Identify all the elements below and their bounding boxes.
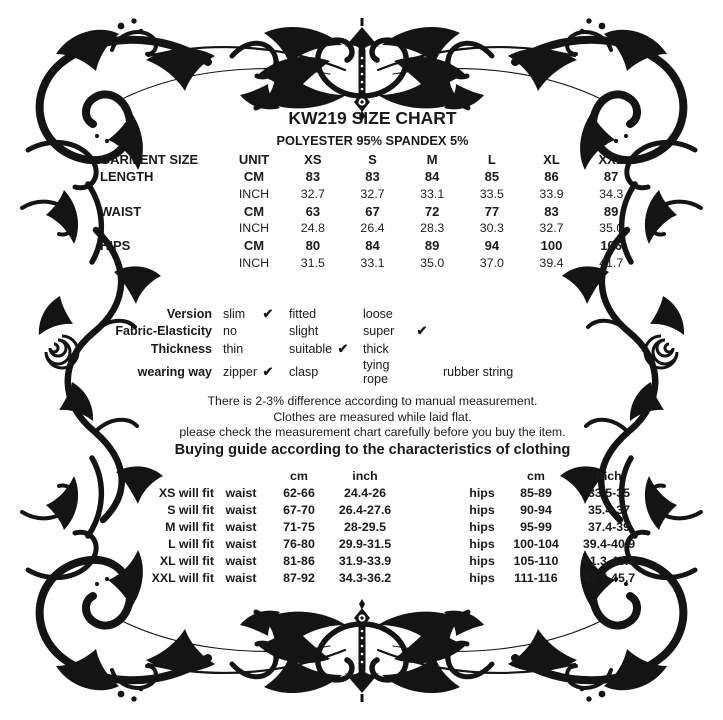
fit-cell: 100-104: [513, 536, 559, 551]
fit-cell: 37.4-39: [587, 519, 631, 534]
size-cell: 89: [424, 238, 440, 254]
size-cell: 83: [365, 169, 380, 185]
measurement-notes: [85, 394, 660, 458]
fit-cell: waist: [225, 519, 257, 534]
fit-cell: hips: [469, 554, 495, 569]
size-cell: 34.3: [599, 186, 624, 201]
fit-cell: 39.4-40.9: [582, 536, 636, 551]
fit-cell: hips: [469, 571, 495, 586]
unit-cell: CM: [243, 169, 265, 185]
attr-option: fitted: [289, 306, 317, 321]
fit-cell: 24.4-26: [343, 485, 387, 500]
size-cell: 83: [305, 169, 321, 185]
fit-cell: 26.4-27.6: [338, 502, 392, 517]
fit-cell: waist: [225, 502, 257, 517]
fit-cell: 35.4-37: [587, 502, 631, 517]
size-cell: 33.1: [420, 186, 445, 201]
fit-cell: 105-110: [513, 554, 559, 569]
fit-cell: waist: [225, 554, 257, 569]
attr-option: super: [363, 324, 395, 339]
size-cell: 67: [365, 203, 380, 219]
center-ornament-bottom: [232, 599, 492, 702]
unit-cell: CM: [243, 203, 265, 219]
col-header: S: [368, 152, 377, 168]
fabric-subtitle: POLYESTER 95% SPANDEX 5%: [276, 133, 469, 148]
fit-size-label: L will fit: [168, 536, 214, 551]
col-header: inch: [596, 468, 622, 483]
fit-cell: waist: [225, 485, 257, 500]
size-cell: 86: [544, 169, 559, 185]
unit-cell: INCH: [238, 255, 270, 270]
fit-cell: waist: [225, 571, 257, 586]
attr-row-thickness: [100, 340, 582, 358]
size-cell: 32.7: [300, 186, 325, 201]
size-table: [100, 151, 641, 271]
attr-label: Version: [166, 306, 212, 321]
attr-option: thin: [223, 341, 244, 356]
fit-row-xxl: [130, 570, 650, 587]
attr-option: loose: [363, 306, 393, 321]
fit-cell: 34.3-36.2: [338, 571, 392, 586]
fit-row-m: [130, 518, 650, 535]
fit-cell: 90-94: [520, 502, 552, 517]
fit-cell: 33.5-35: [587, 485, 631, 500]
col-header: L: [487, 152, 496, 168]
size-cell: 94: [484, 238, 500, 254]
size-row-length-cm: [100, 168, 641, 185]
fit-cell: 29.9-31.5: [338, 536, 392, 551]
fit-table-header-row: [130, 467, 650, 484]
size-cell: 32.7: [539, 221, 564, 236]
fit-cell: 76-80: [283, 536, 315, 551]
size-cell: 35.0: [599, 221, 624, 236]
fit-size-label: S will fit: [167, 502, 214, 517]
row-label: WAIST: [100, 203, 142, 219]
size-cell: 72: [424, 203, 440, 219]
size-cell: 31.5: [300, 255, 325, 270]
size-table-header-row: [100, 151, 641, 168]
size-cell: 28.3: [420, 221, 445, 236]
size-cell: 77: [484, 203, 500, 219]
size-cell: 37.0: [479, 255, 504, 270]
size-cell: 26.4: [360, 221, 385, 236]
size-row-waist-inch: [100, 220, 641, 237]
buying-guide-title: Buying guide according to the characteristics of clothing: [174, 441, 571, 458]
fit-cell: 71-75: [283, 519, 315, 534]
size-cell: 30.3: [479, 221, 504, 236]
note-line: Clothes are measured while laid flat.: [273, 409, 472, 424]
attr-option: slight: [289, 324, 319, 339]
fit-cell: 43.7-45.7: [582, 571, 636, 586]
fit-cell: 87-92: [283, 571, 315, 586]
fit-cell: 41.3-43.3: [582, 554, 636, 569]
attr-option: rubber string: [443, 364, 514, 379]
fit-row-s: [130, 501, 650, 518]
fit-row-xl: [130, 552, 650, 569]
size-cell: 83: [544, 203, 559, 219]
size-cell: 89: [603, 203, 619, 219]
fit-cell: 111-116: [514, 571, 558, 586]
size-row-hips-cm: [100, 237, 641, 254]
fit-cell: 85-89: [520, 485, 552, 500]
size-cell: 33.9: [539, 186, 564, 201]
col-header: M: [426, 152, 438, 168]
attr-row-fabric-elasticity: [100, 323, 582, 341]
garment-attributes: [100, 305, 582, 386]
size-cell: 32.7: [360, 186, 385, 201]
size-cell: 100: [540, 238, 563, 254]
checkmark-icon: ✔: [416, 323, 428, 339]
attr-option: tying rope: [363, 357, 390, 386]
size-row-hips-inch: [100, 254, 641, 271]
fit-cell: waist: [225, 536, 257, 551]
checkmark-icon: ✔: [262, 305, 274, 321]
col-header: inch: [352, 468, 378, 483]
size-cell: 33.5: [479, 186, 504, 201]
size-row-waist-cm: [100, 203, 641, 220]
fit-size-label: XXL will fit: [151, 571, 214, 586]
col-header: cm: [290, 468, 308, 483]
fit-cell: hips: [469, 485, 495, 500]
size-cell: 84: [424, 169, 440, 185]
attr-option: no: [223, 324, 237, 339]
fit-cell: 81-86: [283, 554, 315, 569]
fit-cell: hips: [469, 536, 495, 551]
unit-cell: CM: [243, 238, 265, 254]
size-cell: 80: [305, 238, 321, 254]
unit-cell: INCH: [238, 186, 270, 201]
attr-option: clasp: [289, 364, 319, 379]
attr-option: thick: [363, 341, 389, 356]
col-header: GARMENT SIZE: [100, 152, 199, 168]
note-line: please check the measurement chart carefully before you buy the item.: [179, 425, 566, 439]
attr-row-version: [100, 305, 582, 323]
col-header: cm: [527, 468, 545, 483]
fit-row-l: [130, 535, 650, 552]
size-cell: 24.8: [300, 221, 325, 236]
attr-label: wearing way: [137, 364, 212, 379]
row-label: LENGTH: [100, 169, 154, 185]
fit-cell: 67-70: [283, 502, 315, 517]
attr-option: slim: [223, 306, 246, 321]
size-row-length-inch: [100, 185, 641, 202]
fit-cell: hips: [469, 502, 495, 517]
fit-cell: 62-66: [283, 485, 315, 500]
size-cell: 39.4: [539, 255, 564, 270]
fit-cell: 95-99: [520, 519, 552, 534]
size-cell: 33.1: [360, 255, 385, 270]
note-line: There is 2-3% difference according to manual measurement.: [207, 394, 538, 408]
checkmark-icon: ✔: [262, 363, 274, 379]
unit-cell: INCH: [238, 221, 270, 236]
size-cell: 35.0: [420, 255, 445, 270]
size-cell: 41.7: [599, 255, 624, 270]
fit-cell: 31.9-33.9: [338, 554, 392, 569]
row-label: HIPS: [100, 238, 131, 254]
col-header: XXL: [598, 152, 624, 168]
page-title: KW219 SIZE CHART: [288, 108, 457, 128]
checkmark-icon: ✔: [337, 340, 349, 356]
attr-row-wearing-way: [100, 357, 582, 386]
fit-size-label: XS will fit: [158, 485, 214, 500]
col-header: UNIT: [238, 152, 270, 168]
col-header: XS: [304, 152, 322, 168]
col-header: XL: [543, 152, 560, 168]
attr-option: zipper: [223, 364, 258, 379]
fit-size-label: XL will fit: [159, 554, 214, 569]
attr-label: Thickness: [150, 341, 212, 356]
attr-label: Fabric-Elasticity: [115, 324, 212, 339]
fit-cell: hips: [469, 519, 495, 534]
center-ornament-top: [232, 18, 492, 121]
attr-option: suitable: [289, 341, 333, 356]
fit-row-xs: [130, 484, 650, 501]
size-cell: 85: [484, 169, 500, 185]
size-cell: 84: [365, 238, 380, 254]
size-cell: 106: [600, 238, 623, 254]
fit-table: [130, 467, 650, 587]
size-cell: 87: [603, 169, 619, 185]
size-cell: 63: [305, 203, 321, 219]
fit-size-label: M will fit: [165, 519, 214, 534]
fit-cell: 28-29.5: [343, 519, 387, 534]
